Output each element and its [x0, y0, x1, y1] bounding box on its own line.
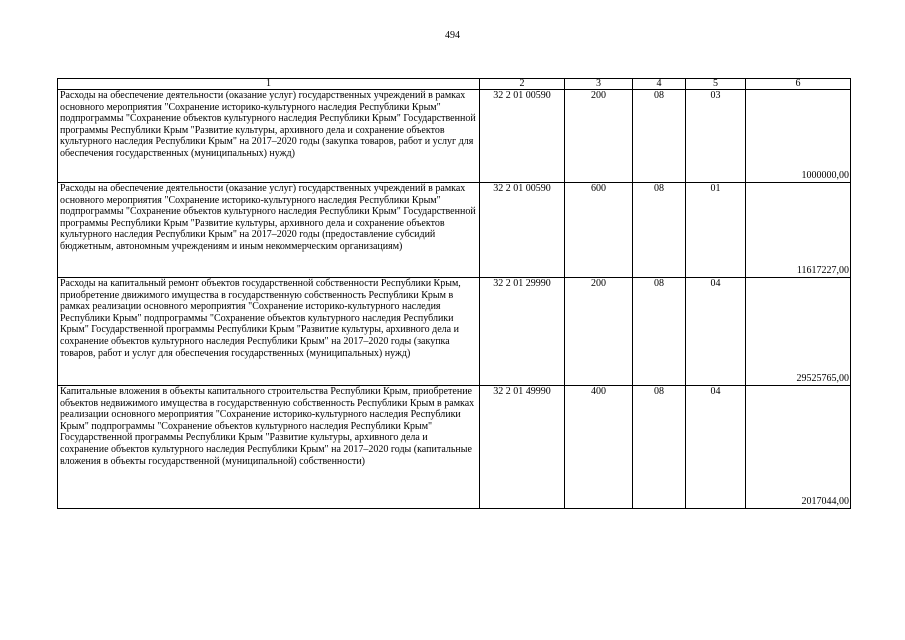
budget-table: [57, 78, 851, 509]
table-row: [58, 386, 851, 509]
row-section: 08: [633, 183, 686, 278]
row-description: Расходы на капитальный ремонт объектов государственной собственности Республики Крым, приобретение движимого имущества в государственную собственность Республики Крым в рамках реализации основного мероприятия "Сохранение историко-культурного наследия Республики Крым" подпрограммы "Сохранение объектов культурного наследия Республики Крым" Государственной программы Республики Крым "Развитие культуры, архивного дела и сохранение объектов культурного наследия Республики Крым" на 2017–2020 годы (закупка товаров, работ и услуг для обеспечения государственных (муниципальных) нужд): [58, 278, 480, 386]
row-expense-type: 600: [565, 183, 633, 278]
row-target-code: 32 2 01 00590: [480, 183, 565, 278]
row-target-code: 32 2 01 29990: [480, 278, 565, 386]
row-section: 08: [633, 90, 686, 183]
row-subsection: 01: [686, 183, 746, 278]
column-header: 3: [565, 79, 633, 90]
row-target-code: 32 2 01 49990: [480, 386, 565, 509]
row-expense-type: 200: [565, 278, 633, 386]
row-amount: 1000000,00: [746, 90, 851, 183]
row-expense-type: 400: [565, 386, 633, 509]
row-section: 08: [633, 386, 686, 509]
column-header: 4: [633, 79, 686, 90]
row-target-code: 32 2 01 00590: [480, 90, 565, 183]
row-amount: 2017044,00: [746, 386, 851, 509]
column-header: 2: [480, 79, 565, 90]
row-amount: 11617227,00: [746, 183, 851, 278]
table-header-row: [58, 79, 851, 90]
row-amount: 29525765,00: [746, 278, 851, 386]
column-header: 1: [58, 79, 480, 90]
table-row: [58, 90, 851, 183]
row-subsection: 04: [686, 386, 746, 509]
row-subsection: 03: [686, 90, 746, 183]
column-header: 6: [746, 79, 851, 90]
table-row: [58, 183, 851, 278]
page-number: 494: [445, 30, 460, 41]
column-header: 5: [686, 79, 746, 90]
row-subsection: 04: [686, 278, 746, 386]
row-description: Расходы на обеспечение деятельности (оказание услуг) государственных учреждений в рамках основного мероприятия "Сохранение историко-культурного наследия Республики Крым" подпрограммы "Сохранение объектов культурного наследия Республики Крым" Государственной программы Республики Крым "Развитие культуры, архивного дела и сохранение объектов культурного наследия Республики Крым" на 2017–2020 годы (предоставление субсидий бюджетным, автономным учреждениям и иным некоммерческим организациям): [58, 183, 480, 278]
row-description: Расходы на обеспечение деятельности (оказание услуг) государственных учреждений в рамках основного мероприятия "Сохранение историко-культурного наследия Республики Крым" подпрограммы "Сохранение объектов культурного наследия Республики Крым" Государственной программы Республики Крым "Развитие культуры, архивного дела и сохранение объектов культурного наследия Республики Крым" на 2017–2020 годы (закупка товаров, работ и услуг для обеспечения государственных (муниципальных) нужд): [58, 90, 480, 183]
table-row: [58, 278, 851, 386]
row-expense-type: 200: [565, 90, 633, 183]
row-description: Капитальные вложения в объекты капитального строительства Республики Крым, приобретение объектов недвижимого имущества в государственную собственность Республики Крым в рамках реализации основного мероприятия "Сохранение историко-культурного наследия Республики Крым" подпрограммы "Сохранение объектов культурного наследия Республики Крым" Государственной программы Республики Крым "Развитие культуры, архивного дела и сохранение объектов культурного наследия Республики Крым" на 2017–2020 годы (капитальные вложения в объекты государственной (муниципальной) собственности): [58, 386, 480, 509]
row-section: 08: [633, 278, 686, 386]
